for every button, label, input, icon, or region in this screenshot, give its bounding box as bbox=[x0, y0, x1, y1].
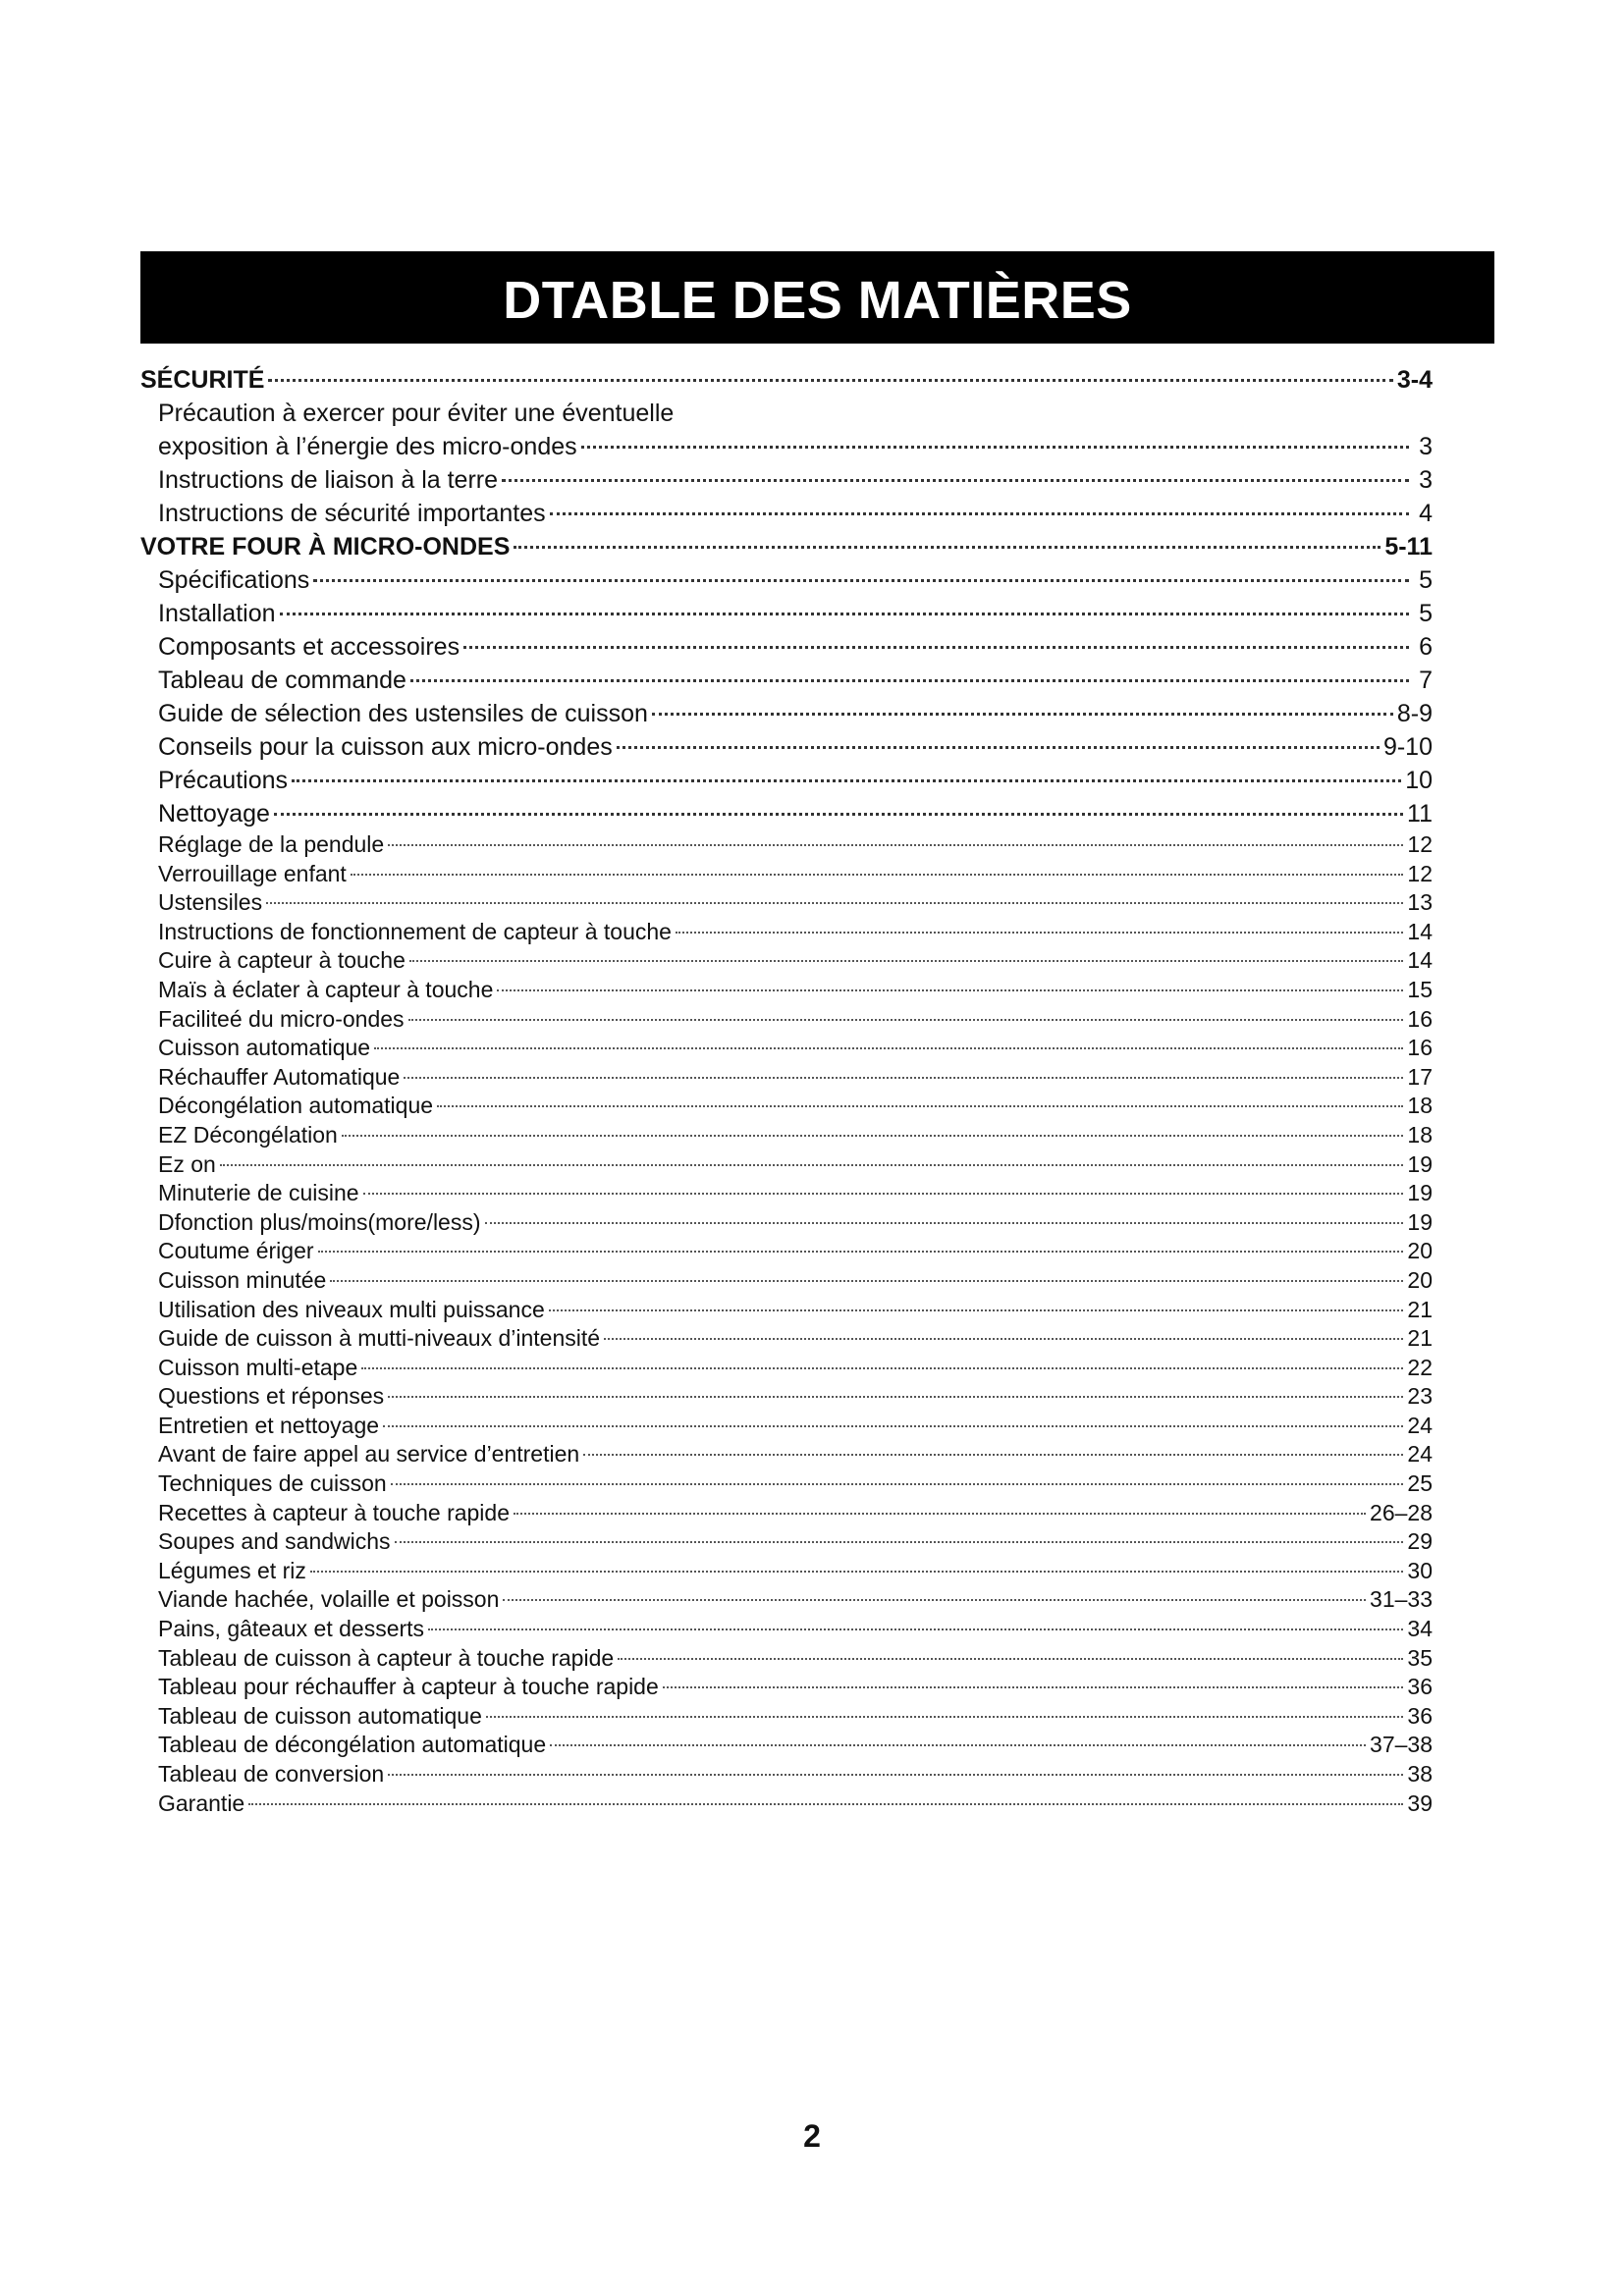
toc-leader-dots bbox=[268, 379, 1392, 382]
toc-entry-page: 34 bbox=[1407, 1616, 1433, 1642]
toc-entry[interactable] bbox=[140, 1644, 1433, 1674]
toc-leader-dots bbox=[388, 1774, 1403, 1776]
toc-leader-dots bbox=[497, 989, 1403, 991]
toc-entry-page: 20 bbox=[1407, 1238, 1433, 1264]
toc-entry-page: 12 bbox=[1407, 831, 1433, 857]
toc-leader-dots bbox=[363, 1193, 1404, 1195]
toc-entry-label: Ez on bbox=[158, 1150, 216, 1177]
toc-entry-label: exposition à l’énergie des micro-ondes bbox=[158, 433, 577, 460]
toc-entry-label: Tableau de conversion bbox=[158, 1761, 385, 1787]
toc-leader-dots bbox=[550, 1744, 1366, 1746]
toc-entry-label: Précaution à exercer pour éviter une éventuelle bbox=[158, 400, 675, 427]
toc-entry[interactable] bbox=[140, 764, 1433, 797]
toc-entry-page: 3 bbox=[1419, 433, 1433, 460]
toc-entry[interactable] bbox=[140, 1034, 1433, 1063]
toc-entry[interactable] bbox=[140, 463, 1433, 497]
toc-entry-page: 16 bbox=[1407, 1005, 1433, 1032]
toc-entry-label: Tableau de décongélation automatique bbox=[158, 1732, 547, 1758]
toc-entry-page: 29 bbox=[1407, 1528, 1433, 1555]
toc-leader-dots bbox=[604, 1338, 1403, 1340]
toc-entry[interactable] bbox=[140, 1237, 1433, 1266]
toc-entry[interactable] bbox=[140, 730, 1433, 764]
toc-entry[interactable] bbox=[140, 1005, 1433, 1035]
toc-leader-dots bbox=[318, 1251, 1404, 1253]
toc-entry-page: 13 bbox=[1407, 889, 1433, 916]
toc-entry-page: 18 bbox=[1407, 1093, 1433, 1119]
toc-entry-label: Tableau de cuisson automatique bbox=[158, 1702, 482, 1729]
toc-entry-label: Questions et réponses bbox=[158, 1383, 385, 1410]
toc-leader-dots bbox=[437, 1105, 1403, 1107]
toc-entry-page: 36 bbox=[1407, 1702, 1433, 1729]
toc-entry-page: 5 bbox=[1419, 566, 1433, 594]
toc-leader-dots bbox=[330, 1280, 1403, 1282]
toc-entry-page: 9-10 bbox=[1382, 733, 1433, 761]
toc-leader-dots bbox=[383, 1425, 1403, 1427]
toc-entry-page: 15 bbox=[1407, 976, 1433, 1002]
toc-entry-label: Minuterie de cuisine bbox=[158, 1180, 359, 1206]
toc-entry-page: 6 bbox=[1419, 633, 1433, 661]
toc-entry-page: 36 bbox=[1407, 1674, 1433, 1700]
toc-leader-dots bbox=[274, 813, 1403, 816]
toc-leader-dots bbox=[676, 932, 1403, 934]
toc-leader-dots bbox=[617, 746, 1380, 749]
toc-entry-label: EZ Décongélation bbox=[158, 1121, 338, 1148]
toc-leader-dots bbox=[342, 1135, 1404, 1137]
toc-entry[interactable] bbox=[140, 1789, 1433, 1819]
toc-leader-dots bbox=[395, 1541, 1404, 1543]
toc-entry-label: Coutume ériger bbox=[158, 1238, 314, 1264]
toc-entry-page: 14 bbox=[1407, 918, 1433, 944]
toc-entry-label: Instructions de sécurité importantes bbox=[158, 500, 546, 527]
toc-entry[interactable] bbox=[140, 1324, 1433, 1354]
toc-leader-dots bbox=[485, 1222, 1404, 1224]
toc-leader-dots bbox=[266, 902, 1403, 904]
toc-leader-dots bbox=[549, 1309, 1404, 1311]
toc-leader-dots bbox=[248, 1803, 1403, 1805]
toc-leader-dots bbox=[410, 679, 1409, 682]
toc-entry[interactable] bbox=[140, 1150, 1433, 1180]
toc-entry-page: 12 bbox=[1407, 860, 1433, 886]
toc-entry[interactable] bbox=[140, 1760, 1433, 1789]
toc-entry-label: Cuire à capteur à touche bbox=[158, 947, 406, 974]
toc-entry-label: Cuisson multi-etape bbox=[158, 1354, 358, 1380]
toc-entry-label: Conseils pour la cuisson aux micro-ondes bbox=[158, 733, 613, 761]
toc-leader-dots bbox=[663, 1686, 1404, 1688]
toc-entry-label: Guide de sélection des ustensiles de cuisson bbox=[158, 700, 648, 727]
toc-leader-dots bbox=[652, 713, 1393, 716]
toc-entry-label: Guide de cuisson à mutti-niveaux d’intensité bbox=[158, 1325, 601, 1352]
toc-entry-label: Composants et accessoires bbox=[158, 633, 460, 661]
toc-leader-dots bbox=[550, 512, 1409, 515]
toc-entry-label: Faciliteé du micro-ondes bbox=[158, 1005, 405, 1032]
toc-entry-label: Recettes à capteur à touche rapide bbox=[158, 1499, 511, 1525]
toc-entry[interactable] bbox=[140, 918, 1433, 947]
toc-entry-label: Soupes and sandwichs bbox=[158, 1528, 391, 1555]
toc-leader-dots bbox=[310, 1571, 1404, 1573]
toc-entry-page: 10 bbox=[1405, 767, 1433, 794]
toc-entry[interactable] bbox=[140, 1063, 1433, 1093]
toc-leader-dots bbox=[408, 1019, 1404, 1021]
page-number: 2 bbox=[803, 2118, 821, 2154]
toc-entry-label: Décongélation automatique bbox=[158, 1093, 434, 1119]
toc-entry-page: 5 bbox=[1419, 600, 1433, 627]
toc-entry[interactable] bbox=[140, 1673, 1433, 1702]
toc-entry-page: 17 bbox=[1407, 1063, 1433, 1090]
toc-entry-label: VOTRE FOUR À MICRO-ONDES bbox=[140, 533, 511, 561]
page-title: DTABLE DES MATIÈRES bbox=[503, 271, 1132, 330]
toc-entry[interactable] bbox=[140, 1354, 1433, 1383]
toc-entry-label: Dfonction plus/moins(more/less) bbox=[158, 1208, 481, 1235]
toc-entry-label: Réglage de la pendule bbox=[158, 831, 385, 857]
toc-entry-label: Cuisson automatique bbox=[158, 1035, 371, 1061]
toc-entry-page: 4 bbox=[1419, 500, 1433, 527]
toc-entry-page: 39 bbox=[1407, 1789, 1433, 1816]
toc-entry-page: 22 bbox=[1407, 1354, 1433, 1380]
toc-entry-page: 11 bbox=[1407, 800, 1433, 828]
toc-entry[interactable] bbox=[140, 1469, 1433, 1499]
toc-entry-label: Instructions de fonctionnement de capteur à touche bbox=[158, 918, 672, 944]
toc-entry-page: 5-11 bbox=[1384, 533, 1433, 561]
toc-leader-dots bbox=[220, 1164, 1404, 1166]
toc-entry-page: 19 bbox=[1407, 1208, 1433, 1235]
toc-leader-dots bbox=[502, 479, 1409, 482]
toc-entry-page: 18 bbox=[1407, 1121, 1433, 1148]
toc-leader-dots bbox=[374, 1047, 1403, 1049]
toc-entry-page: 23 bbox=[1407, 1383, 1433, 1410]
toc-leader-dots bbox=[514, 546, 1380, 549]
toc-entry-page: 30 bbox=[1407, 1557, 1433, 1583]
toc-entry-label: Précautions bbox=[158, 767, 289, 794]
toc-entry-label: Légumes et riz bbox=[158, 1557, 306, 1583]
toc-leader-dots bbox=[583, 1454, 1403, 1456]
toc-entry[interactable] bbox=[140, 397, 1433, 430]
toc-leader-dots bbox=[313, 579, 1409, 582]
title-bar bbox=[140, 251, 1494, 344]
toc-leader-dots bbox=[463, 646, 1409, 649]
toc-leader-dots bbox=[428, 1629, 1403, 1630]
toc-leader-dots bbox=[404, 1077, 1403, 1079]
toc-entry-page: 16 bbox=[1407, 1035, 1433, 1061]
toc-entry-page: 3-4 bbox=[1396, 366, 1433, 394]
toc-entry[interactable] bbox=[140, 976, 1433, 1005]
toc-leader-dots bbox=[391, 1483, 1404, 1485]
toc-entry[interactable] bbox=[140, 797, 1433, 830]
toc-entry[interactable] bbox=[140, 597, 1433, 630]
toc-entry-label: Verrouillage enfant bbox=[158, 860, 347, 886]
toc-entry-label: Maïs à éclater à capteur à touche bbox=[158, 976, 494, 1002]
toc-entry-page: 35 bbox=[1407, 1644, 1433, 1671]
toc-entry-label: Utilisation des niveaux multi puissance bbox=[158, 1296, 545, 1322]
toc-leader-dots bbox=[351, 874, 1404, 876]
toc-entry[interactable] bbox=[140, 1121, 1433, 1150]
toc-entry[interactable] bbox=[140, 1557, 1433, 1586]
toc-entry[interactable] bbox=[140, 1702, 1433, 1732]
toc-entry-page: 14 bbox=[1407, 947, 1433, 974]
toc-leader-dots bbox=[292, 779, 1401, 782]
toc-entry-label: Tableau de commande bbox=[158, 667, 406, 694]
toc-entry-page: 19 bbox=[1407, 1150, 1433, 1177]
toc-entry[interactable] bbox=[140, 1585, 1433, 1615]
toc-entry[interactable] bbox=[140, 430, 1433, 463]
toc-entry-label: Cuisson minutée bbox=[158, 1266, 327, 1293]
toc-entry[interactable] bbox=[140, 1527, 1433, 1557]
toc-entry[interactable] bbox=[140, 1296, 1433, 1325]
toc-entry-page: 21 bbox=[1407, 1325, 1433, 1352]
toc-entry-label: SÉCURITÉ bbox=[140, 366, 265, 394]
toc-entry-page: 20 bbox=[1407, 1266, 1433, 1293]
toc-entry-label: Pains, gâteaux et desserts bbox=[158, 1616, 425, 1642]
toc-entry-label: Garantie bbox=[158, 1789, 245, 1816]
toc-entry-label: Viande hachée, volaille et poisson bbox=[158, 1586, 500, 1613]
toc-entry-page: 19 bbox=[1407, 1180, 1433, 1206]
toc-entry-label: Réchauffer Automatique bbox=[158, 1063, 401, 1090]
toc-leader-dots bbox=[618, 1658, 1403, 1660]
toc-entry-page: 7 bbox=[1419, 667, 1433, 694]
toc-entry-page: 8-9 bbox=[1396, 700, 1433, 727]
toc-entry[interactable] bbox=[140, 563, 1433, 597]
toc-leader-dots bbox=[514, 1513, 1366, 1515]
toc-entry-label: Entretien et nettoyage bbox=[158, 1412, 380, 1438]
toc-entry[interactable] bbox=[140, 1615, 1433, 1644]
toc-entry[interactable] bbox=[140, 1440, 1433, 1469]
toc-entry-page: 37–38 bbox=[1370, 1732, 1433, 1758]
toc-entry[interactable] bbox=[140, 860, 1433, 889]
toc-leader-dots bbox=[388, 1396, 1403, 1398]
toc-entry[interactable] bbox=[140, 497, 1433, 530]
toc-leader-dots bbox=[486, 1716, 1404, 1718]
toc-entry[interactable] bbox=[140, 1179, 1433, 1208]
toc-entry[interactable] bbox=[140, 664, 1433, 697]
toc-entry-page: 31–33 bbox=[1370, 1586, 1433, 1613]
toc-entry-label: Avant de faire appel au service d’entretien bbox=[158, 1441, 580, 1468]
toc-entry-label: Nettoyage bbox=[158, 800, 270, 828]
table-of-contents bbox=[140, 363, 1433, 1818]
toc-entry-label: Tableau de cuisson à capteur à touche rapide bbox=[158, 1644, 615, 1671]
toc-entry[interactable] bbox=[140, 830, 1433, 860]
toc-entry[interactable] bbox=[140, 888, 1433, 918]
toc-entry-label: Ustensiles bbox=[158, 889, 263, 916]
toc-leader-dots bbox=[280, 613, 1409, 615]
toc-entry-label: Instructions de liaison à la terre bbox=[158, 466, 499, 494]
toc-leader-dots bbox=[361, 1367, 1403, 1369]
toc-leader-dots bbox=[388, 844, 1403, 846]
toc-entry[interactable] bbox=[140, 363, 1433, 397]
toc-entry-label: Techniques de cuisson bbox=[158, 1470, 387, 1497]
toc-entry-page: 3 bbox=[1419, 466, 1433, 494]
toc-entry-label: Tableau pour réchauffer à capteur à touche rapide bbox=[158, 1674, 659, 1700]
toc-leader-dots bbox=[581, 446, 1409, 449]
toc-entry[interactable] bbox=[140, 1266, 1433, 1296]
toc-entry[interactable] bbox=[140, 697, 1433, 730]
toc-entry-page: 38 bbox=[1407, 1761, 1433, 1787]
toc-entry-label: Spécifications bbox=[158, 566, 310, 594]
toc-entry-label: Installation bbox=[158, 600, 276, 627]
toc-entry[interactable] bbox=[140, 946, 1433, 976]
toc-entry[interactable] bbox=[140, 1499, 1433, 1528]
toc-entry[interactable] bbox=[140, 1382, 1433, 1412]
toc-entry-page: 21 bbox=[1407, 1296, 1433, 1322]
toc-leader-dots bbox=[503, 1599, 1366, 1601]
toc-entry-page: 26–28 bbox=[1370, 1499, 1433, 1525]
toc-entry[interactable] bbox=[140, 1412, 1433, 1441]
toc-entry[interactable] bbox=[140, 530, 1433, 563]
toc-entry[interactable] bbox=[140, 1092, 1433, 1121]
toc-entry[interactable] bbox=[140, 1208, 1433, 1238]
toc-leader-dots bbox=[409, 960, 1404, 962]
toc-entry[interactable] bbox=[140, 1731, 1433, 1760]
toc-entry[interactable] bbox=[140, 630, 1433, 664]
toc-entry-page: 24 bbox=[1407, 1441, 1433, 1468]
toc-entry-page: 24 bbox=[1407, 1412, 1433, 1438]
toc-entry-page: 25 bbox=[1407, 1470, 1433, 1497]
